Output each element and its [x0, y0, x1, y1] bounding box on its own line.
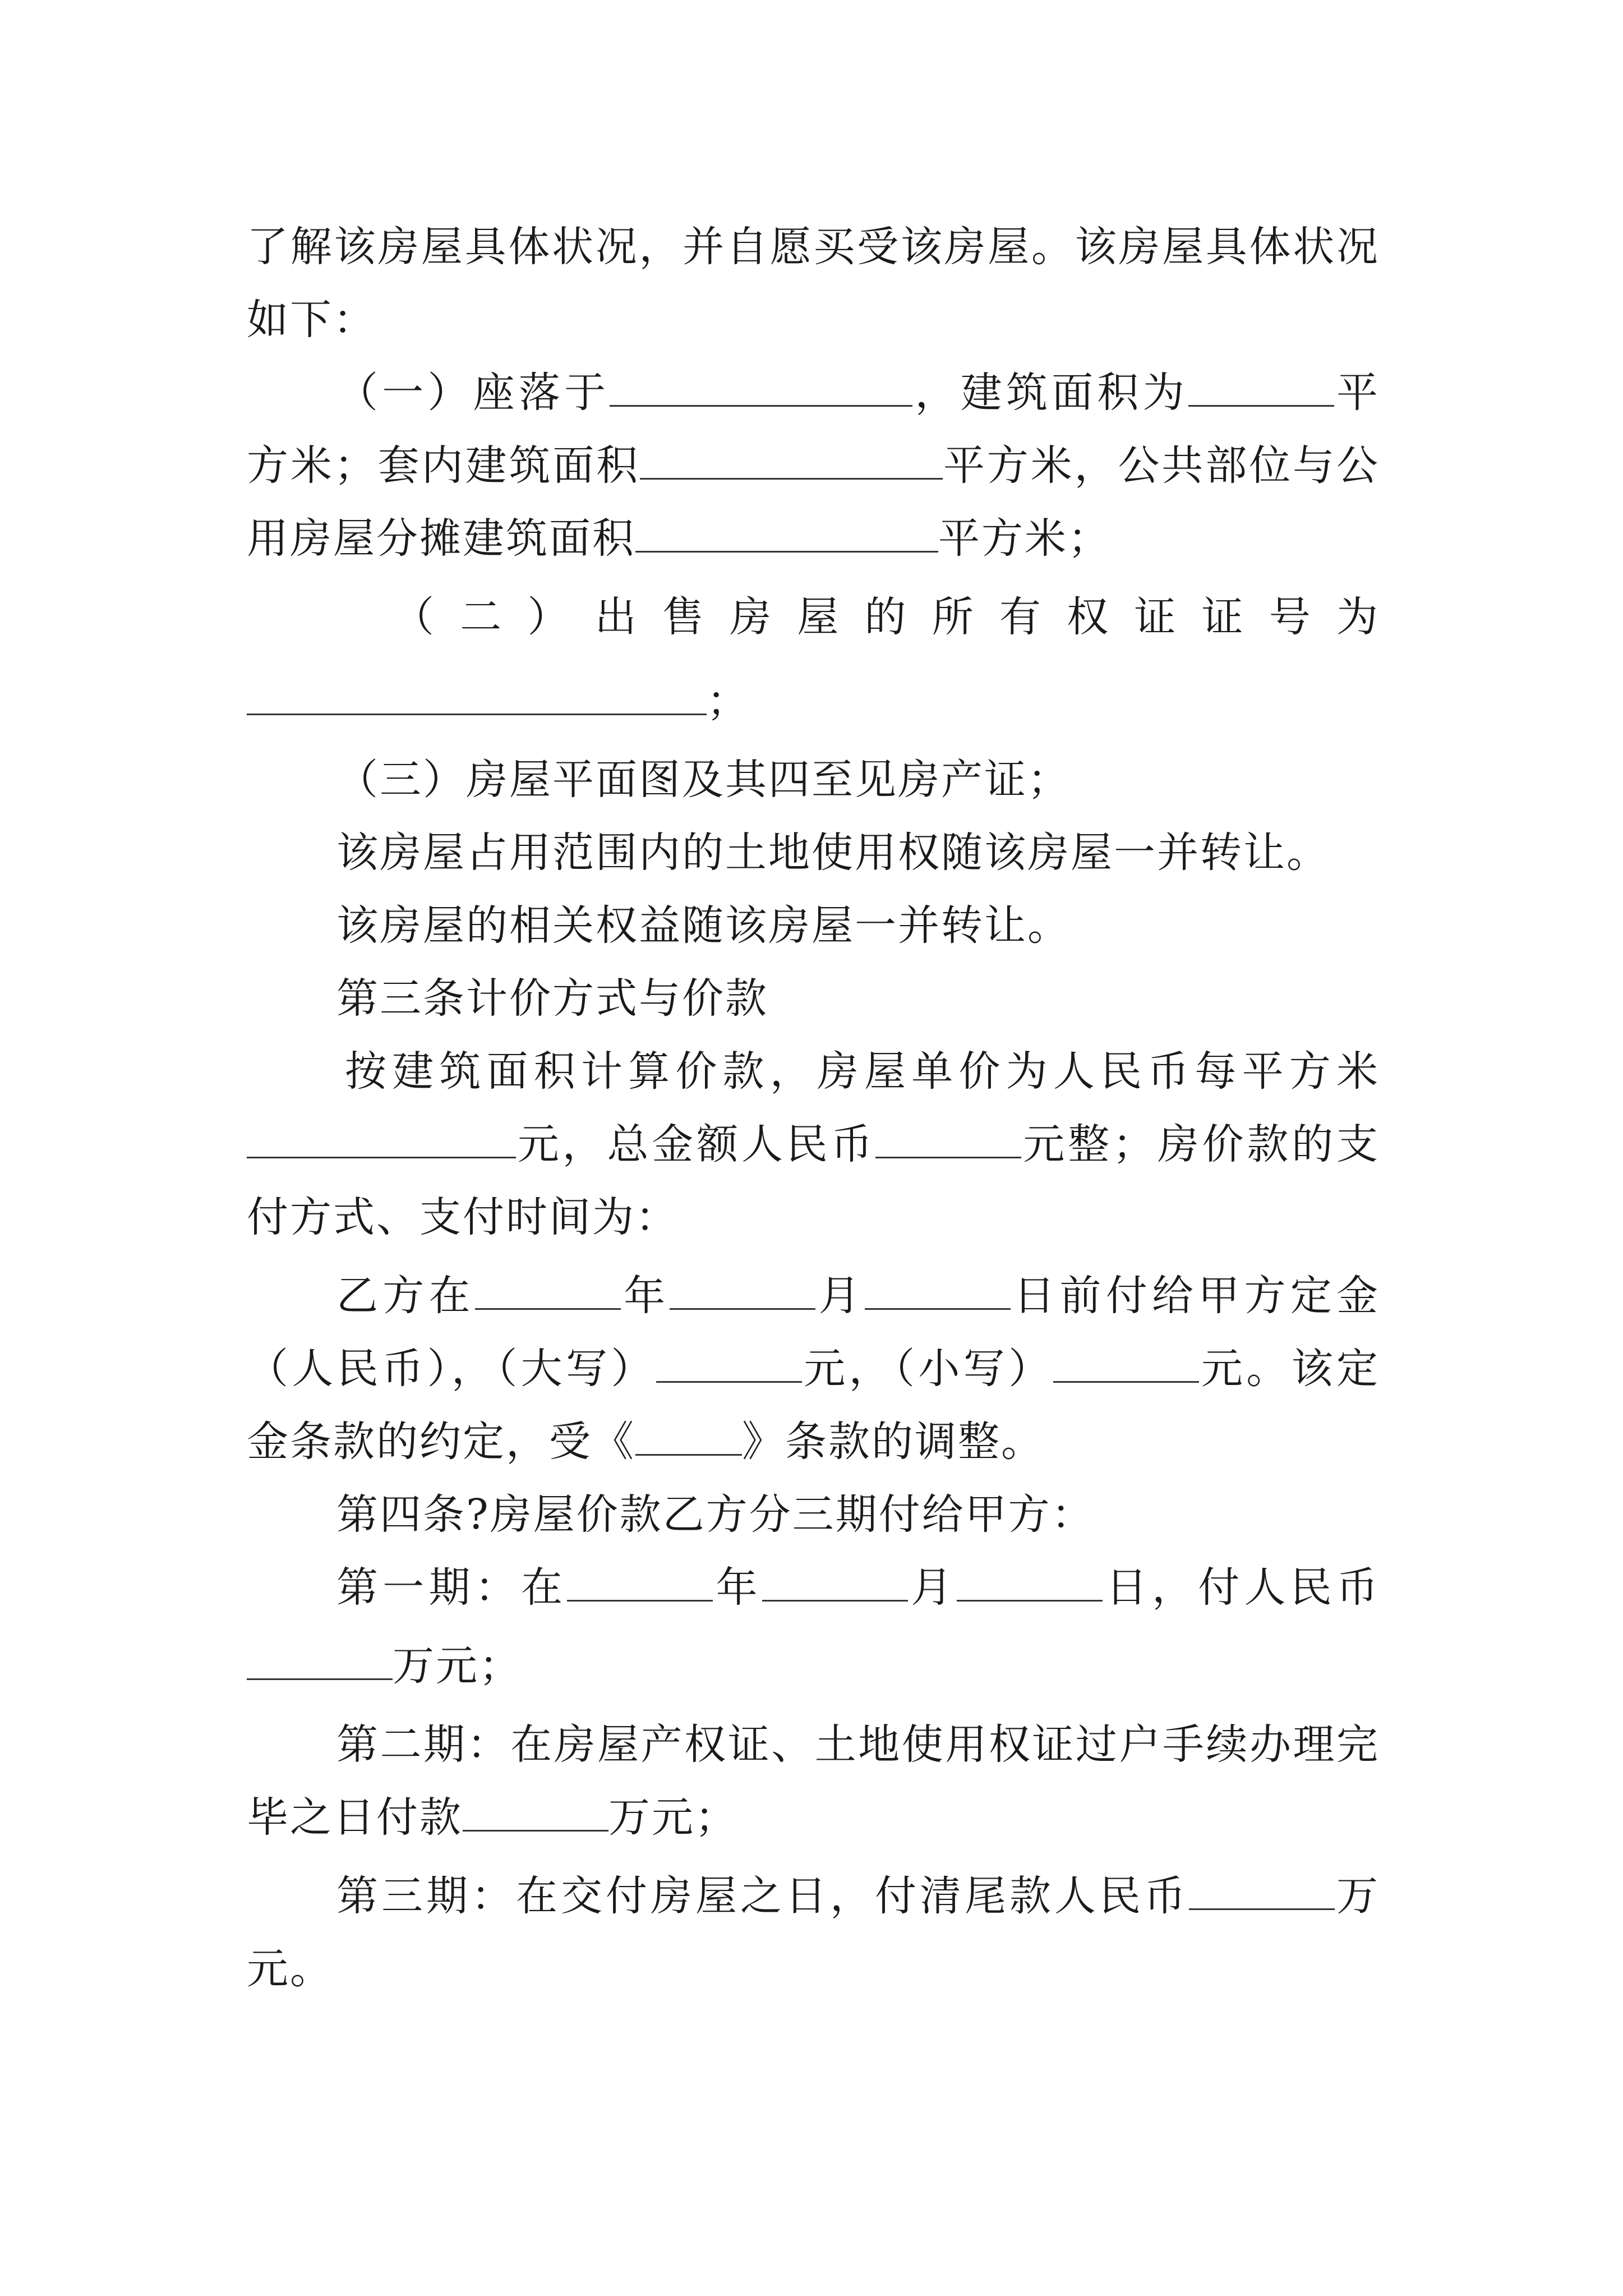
text-segment: 日前付给甲方定金	[1010, 1272, 1380, 1320]
blank-field	[1188, 366, 1334, 407]
text-segment: 元，总金额人民币	[516, 1120, 876, 1168]
paragraph-line	[247, 1414, 1044, 1470]
clause-item-3-line: （三）房屋平面图及其四至见房产证；	[336, 756, 1071, 804]
payment-period-2-line: 第二期：在房屋产权证、土地使用权证过户手续办理完	[336, 1720, 1380, 1769]
clause-item-2-line: （ 二 ） 出 售 房 屋 的 所 有 权 证 证 号 为	[393, 593, 1380, 641]
paragraph-line: 该房屋占用范围内的土地使用权随该房屋一并转让。	[336, 829, 1330, 877]
text-segment: 用房屋分摊建筑面积	[247, 514, 635, 563]
section-heading-article-4: 第四条?房屋价款乙方分三期付给甲方：	[336, 1490, 1095, 1539]
text-segment: 月	[907, 1563, 957, 1612]
paragraph-line: 付方式、支付时间为：	[247, 1193, 679, 1241]
blank-field	[635, 512, 938, 553]
text-segment: 平	[1334, 369, 1380, 417]
text-segment: 元，（小写）	[801, 1345, 1054, 1393]
blank-field	[635, 1415, 742, 1456]
payment-period-3-line	[336, 1868, 1380, 1924]
paragraph-line: 该房屋的相关权益随该房屋一并转让。	[336, 901, 1071, 950]
text-segment: 乙方在	[336, 1272, 475, 1320]
section-heading-article-3: 第三条计价方式与价款	[336, 974, 768, 1023]
paragraph-line	[247, 1638, 522, 1694]
text-segment: 毕之日付款	[247, 1793, 463, 1842]
text-segment: （一）座落于	[336, 369, 610, 417]
text-segment: 万元；	[608, 1793, 738, 1842]
blank-field	[957, 1561, 1103, 1602]
paragraph-line	[247, 1116, 1380, 1172]
text-segment: 方米；套内建筑面积	[247, 441, 640, 490]
text-segment: 元。该定	[1199, 1345, 1380, 1393]
text-segment: ；	[707, 677, 750, 725]
blank-field	[1189, 1869, 1335, 1910]
blank-field	[247, 1117, 516, 1158]
text-segment: 第一期：在	[336, 1563, 568, 1612]
text-segment: （人民币），（大写）	[247, 1345, 656, 1393]
blank-field	[865, 1269, 1011, 1310]
text-segment: 万元；	[393, 1642, 522, 1690]
text-segment: 平方米；	[938, 514, 1111, 563]
paragraph-line	[336, 1268, 1380, 1324]
blank-field	[670, 1269, 815, 1310]
text-segment: 第三期：在交付房屋之日，付清尾款人民币	[336, 1872, 1189, 1920]
blank-field	[247, 674, 707, 715]
text-segment: 日，付人民币	[1103, 1563, 1380, 1612]
blank-field	[610, 366, 912, 407]
blank-field	[463, 1791, 608, 1832]
text-segment: 年	[713, 1563, 762, 1612]
text-segment: ，建筑面积为	[912, 369, 1188, 417]
paragraph-line: 如下：	[247, 296, 376, 344]
blank-field	[762, 1561, 908, 1602]
paragraph-line	[247, 1789, 738, 1846]
text-segment: 月	[815, 1272, 865, 1320]
text-segment: 万	[1335, 1872, 1380, 1920]
text-segment: 元整；房价款的支	[1021, 1120, 1380, 1168]
paragraph-line: 了解该房屋具体状况，并自愿买受该房屋。该房屋具体状况	[247, 223, 1380, 271]
paragraph-line	[247, 438, 1380, 494]
blank-field	[640, 439, 943, 480]
payment-period-1-line	[336, 1559, 1380, 1616]
blank-field	[1053, 1342, 1199, 1383]
blank-field	[247, 1639, 393, 1680]
paragraph-line	[247, 510, 1111, 567]
paragraph-line: 元。	[247, 1945, 333, 1993]
text-segment: 》条款的调整。	[742, 1418, 1044, 1466]
text-segment: 年	[620, 1272, 670, 1320]
paragraph-line	[247, 673, 750, 729]
blank-field	[656, 1342, 802, 1383]
blank-field	[875, 1117, 1021, 1158]
paragraph-line	[247, 1341, 1380, 1397]
text-segment: 金条款的约定，受《	[247, 1418, 635, 1466]
text-segment: 平方米，公共部位与公	[943, 441, 1380, 490]
blank-field	[567, 1561, 713, 1602]
blank-field	[475, 1269, 621, 1310]
clause-item-1-line	[336, 365, 1380, 421]
paragraph-line: 按建筑面积计算价款，房屋单价为人民币每平方米	[345, 1047, 1380, 1096]
